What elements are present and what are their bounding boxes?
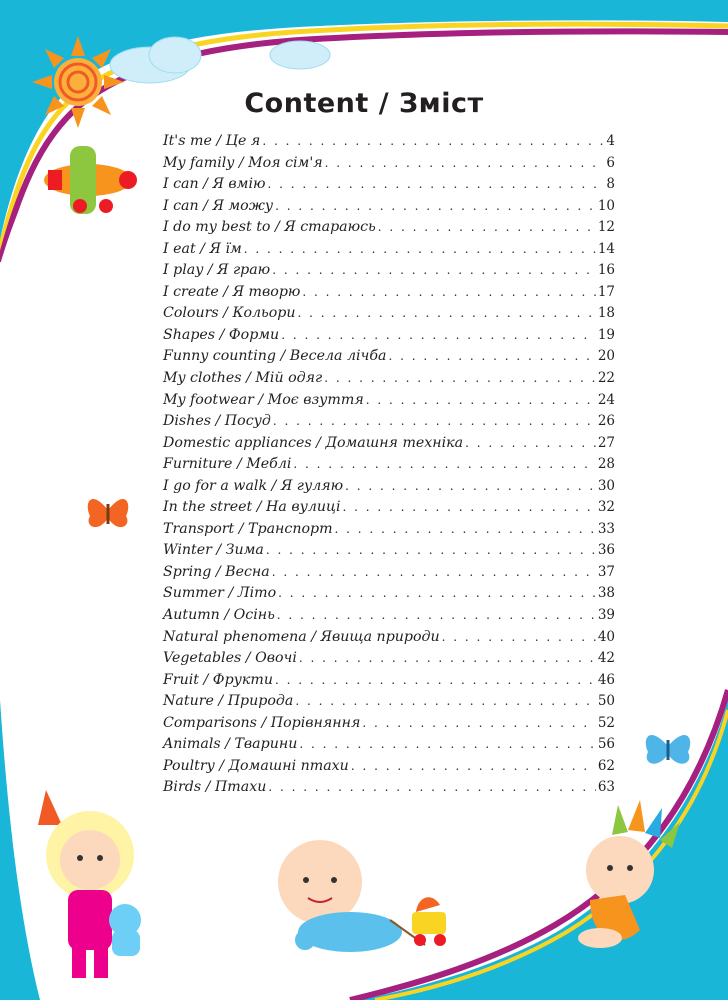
toc-entry[interactable] — [163, 672, 615, 694]
toc-entry-label: I do my best to / Я стараюсь — [163, 219, 376, 236]
toc-dot-leader — [275, 673, 596, 687]
toc-entry[interactable] — [163, 392, 615, 414]
toc-dot-leader — [299, 651, 596, 665]
toc-entry[interactable] — [163, 370, 615, 392]
toc-entry-page: 38 — [597, 585, 615, 602]
toc-entry[interactable] — [163, 456, 615, 478]
toc-entry-page: 4 — [606, 133, 615, 149]
toc-entry-page: 28 — [597, 456, 615, 473]
toc-entry-label: I play / Я граю — [163, 262, 271, 279]
toc-entry-label: Shapes / Форми — [163, 326, 280, 343]
toc-entry[interactable] — [163, 715, 615, 737]
butterfly-icon — [646, 735, 690, 764]
toc-dot-leader — [325, 156, 605, 170]
toc-entry-label: My clothes / Мій одяг — [163, 370, 323, 387]
toc-entry-page: 40 — [597, 628, 615, 645]
toc-entry-label: Dishes / Посуд — [163, 413, 271, 430]
toc-dot-leader — [465, 436, 596, 450]
toc-entry[interactable] — [163, 219, 615, 241]
toc-entry-page: 12 — [597, 219, 615, 236]
toc-dot-leader — [278, 586, 596, 600]
toc-entry[interactable] — [163, 693, 615, 715]
toc-entry-page: 20 — [597, 348, 615, 365]
toc-entry-page: 26 — [597, 413, 615, 430]
toc-entry-page: 42 — [597, 650, 615, 667]
toc-dot-leader — [262, 134, 604, 148]
toc-entry[interactable] — [163, 758, 615, 780]
toc-entry-page: 30 — [597, 477, 615, 494]
toc-entry-page: 39 — [597, 607, 615, 624]
toc-dot-leader — [335, 522, 596, 536]
toc-dot-leader — [366, 393, 596, 407]
toc-entry-page: 56 — [597, 736, 615, 753]
toc-entry[interactable] — [163, 650, 615, 672]
toc-entry-page: 50 — [597, 693, 615, 710]
toc-entry[interactable] — [163, 176, 615, 198]
toc-dot-leader — [299, 737, 595, 751]
toc-entry-label: Colours / Кольори — [163, 305, 296, 322]
toc-dot-leader — [272, 263, 596, 277]
toc-dot-leader — [362, 716, 595, 730]
toc-entry-label: Domestic appliances / Домашня техніка — [163, 434, 464, 451]
toc-entry-label: Comparisons / Порівняння — [163, 714, 361, 731]
toc-entry[interactable] — [163, 435, 615, 457]
toc-dot-leader — [378, 220, 596, 234]
toc-dot-leader — [388, 349, 595, 363]
toc-entry-label: Summer / Літо — [163, 585, 277, 602]
toc-dot-leader — [277, 608, 596, 622]
toc-dot-leader — [302, 285, 595, 299]
toc-entry-label: I can / Я можу — [163, 197, 274, 214]
toc-entry-label: Nature / Природа — [163, 693, 294, 710]
toc-entry[interactable] — [163, 262, 615, 284]
toc-entry-page: 37 — [597, 563, 615, 580]
page-title: Content / Зміст — [244, 88, 484, 119]
toc-entry-label: I eat / Я їм — [163, 240, 242, 257]
toc-entry[interactable] — [163, 564, 615, 586]
toc-entry-label: Fruit / Фрукти — [163, 671, 273, 688]
toc-entry-label: Transport / Транспорт — [163, 520, 333, 537]
toc-dot-leader — [298, 306, 596, 320]
toc-entry-page: 24 — [597, 391, 615, 408]
toc-entry-label: Funny counting / Весела лічба — [163, 348, 387, 365]
toc-entry[interactable] — [163, 736, 615, 758]
toc-entry-page: 52 — [597, 714, 615, 731]
toc-entry[interactable] — [163, 284, 615, 306]
toc-dot-leader — [295, 694, 595, 708]
toc-dot-leader — [273, 414, 596, 428]
toc-entry-label: Furniture / Меблі — [163, 456, 292, 473]
toc-dot-leader — [275, 199, 596, 213]
toc-entry-page: 22 — [597, 370, 615, 387]
toc-dot-leader — [281, 328, 596, 342]
toc-entry[interactable] — [163, 348, 615, 370]
baby-illustration — [278, 840, 446, 952]
toc-entry-page: 32 — [597, 499, 615, 516]
toc-dot-leader — [272, 565, 596, 579]
toc-dot-leader — [293, 457, 595, 471]
toc-entry-page: 14 — [597, 240, 615, 257]
toc-entry-label: Natural phenomena / Явища природи — [163, 628, 440, 645]
toc-dot-leader — [268, 780, 595, 794]
toc-entry-page: 18 — [597, 305, 615, 322]
toc-entry-page: 63 — [597, 779, 615, 796]
toc-entry-label: Animals / Тварини — [163, 736, 298, 753]
toc-entry-page: 62 — [597, 757, 615, 774]
toc-entry-label: Autumn / Осінь — [163, 607, 275, 624]
toc-entry[interactable] — [163, 499, 615, 521]
toc-entry-label: Spring / Весна — [163, 563, 270, 580]
toc-entry-label: Poultry / Домашні птахи — [163, 757, 349, 774]
toc-dot-leader — [345, 479, 596, 493]
toc-entry[interactable] — [163, 779, 615, 801]
toc-entry[interactable] — [163, 133, 615, 155]
toc-entry[interactable] — [163, 521, 615, 543]
toc-entry-page: 33 — [597, 520, 615, 537]
toc-entry-label: I go for a walk / Я гуляю — [163, 477, 344, 494]
toc-entry[interactable] — [163, 327, 615, 349]
airplane-icon — [44, 146, 137, 214]
toc-entry-page: 6 — [606, 154, 615, 171]
toc-entry[interactable] — [163, 413, 615, 435]
toc-dot-leader — [324, 371, 596, 385]
toc-entry[interactable] — [163, 155, 615, 177]
toc-entry-page: 16 — [597, 262, 615, 279]
toc-entry-label: I create / Я творю — [163, 283, 301, 300]
toc-entry-page: 19 — [597, 326, 615, 343]
toc-entry-page: 36 — [597, 542, 615, 559]
toc-dot-leader — [442, 630, 596, 644]
toc-entry-page: 27 — [597, 434, 615, 451]
toc-entry[interactable] — [163, 478, 615, 500]
toc-entry-label: In the street / На вулиці — [163, 499, 341, 516]
toc-entry[interactable] — [163, 198, 615, 220]
toc-entry-label: Winter / Зима — [163, 542, 264, 559]
table-of-contents — [163, 133, 615, 801]
toc-entry-page: 46 — [597, 671, 615, 688]
toc-dot-leader — [244, 242, 596, 256]
toc-dot-leader — [351, 759, 596, 773]
toc-entry[interactable] — [163, 607, 615, 629]
toc-entry-label: Birds / Птахи — [163, 779, 267, 796]
toc-entry-label: I can / Я вмію — [163, 176, 266, 193]
toc-entry-page: 10 — [597, 197, 615, 214]
toc-entry-label: It's me / Це я — [163, 133, 261, 149]
toc-entry-label: My family / Моя сім'я — [163, 154, 323, 171]
girl-illustration — [38, 790, 141, 978]
toc-entry-label: Vegetables / Овочі — [163, 650, 297, 667]
toc-entry[interactable] — [163, 585, 615, 607]
toc-dot-leader — [266, 543, 596, 557]
toc-dot-leader — [267, 177, 604, 191]
toc-entry[interactable] — [163, 241, 615, 263]
toc-dot-leader — [343, 500, 596, 514]
toc-entry[interactable] — [163, 542, 615, 564]
toc-entry-label: My footwear / Моє взуття — [163, 391, 364, 408]
butterfly-icon — [88, 499, 129, 527]
toc-entry-page: 8 — [606, 176, 615, 193]
toc-entry-page: 17 — [597, 283, 615, 300]
toc-entry[interactable] — [163, 629, 615, 651]
toc-entry[interactable] — [163, 305, 615, 327]
